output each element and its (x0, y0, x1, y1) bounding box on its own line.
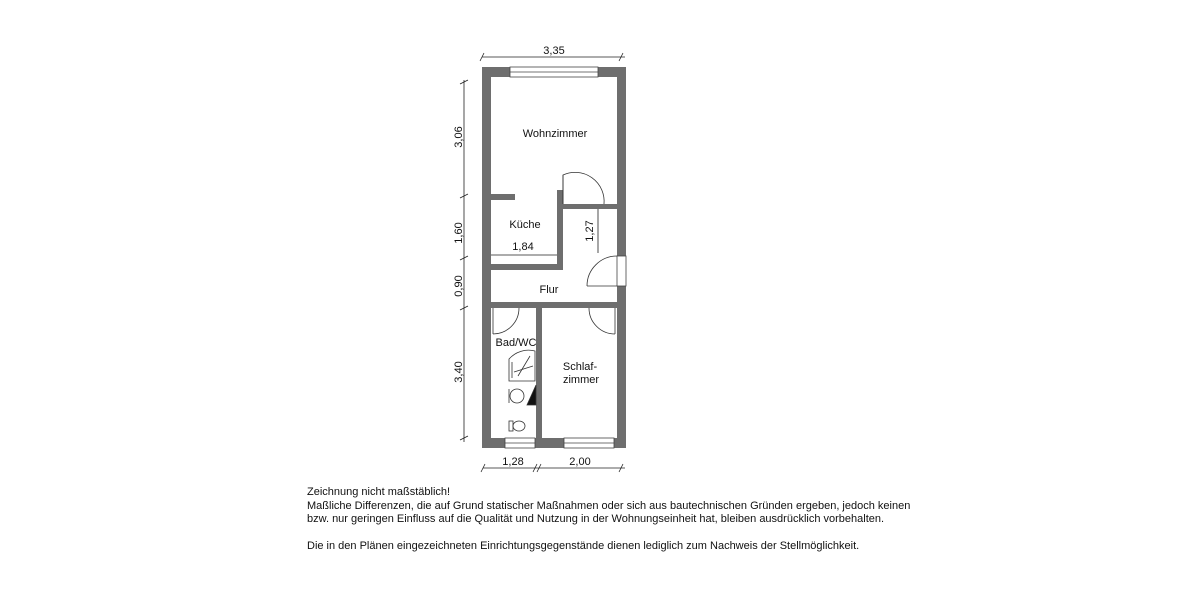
walls (482, 67, 626, 448)
spacer (307, 527, 927, 541)
plan-notes (307, 486, 927, 554)
dim-left-wohnzimmer: 3,06 (453, 126, 465, 148)
note-differences-1: Maßliche Differenzen, die auf Grund statischer Maßnahmen oder sich aus bautechnischen Gründen ergeben, jedoch keinen (307, 499, 911, 512)
shower-icon (509, 350, 535, 381)
note-differences-2: bzw. nur geringen Einfluss auf die Qualität und Nutzung in der Wohnungseinheit hat, bleiben ausdrücklich vorbehalten. (307, 513, 885, 525)
dim-flur-inner: 1,27 (584, 220, 596, 242)
room-label-schlafzimmer-1: Schlaf- (562, 361, 598, 373)
room-label-bad: Bad/WC (495, 337, 537, 349)
sink-icon (510, 389, 524, 403)
dim-left-schlaf: 3,40 (453, 361, 465, 383)
dim-left-kueche: 1,60 (453, 222, 465, 244)
note-furniture: Die in den Plänen eingezeichneten Einrichtungsgegenstände dienen lediglich zum Nachweis der Stellmöglichkeit. (307, 540, 860, 552)
bathroom-fixtures (509, 350, 536, 431)
room-label-flur: Flur (539, 284, 559, 296)
toilet-icon (513, 421, 525, 431)
dim-bottom-schlaf: 2,00 (569, 456, 591, 468)
room-label-wohnzimmer: Wohnzimmer (522, 128, 588, 140)
dim-top-width: 3,35 (543, 45, 565, 57)
room-label-schlafzimmer-2: zimmer (562, 374, 600, 386)
note-scale: Zeichnung nicht maßstäblich! (307, 486, 451, 498)
dim-bottom-bad: 1,28 (502, 456, 524, 468)
room-label-kueche: Küche (509, 219, 541, 231)
dim-kueche-width: 1,84 (512, 241, 534, 253)
dim-left-flur: 0,90 (453, 275, 465, 297)
